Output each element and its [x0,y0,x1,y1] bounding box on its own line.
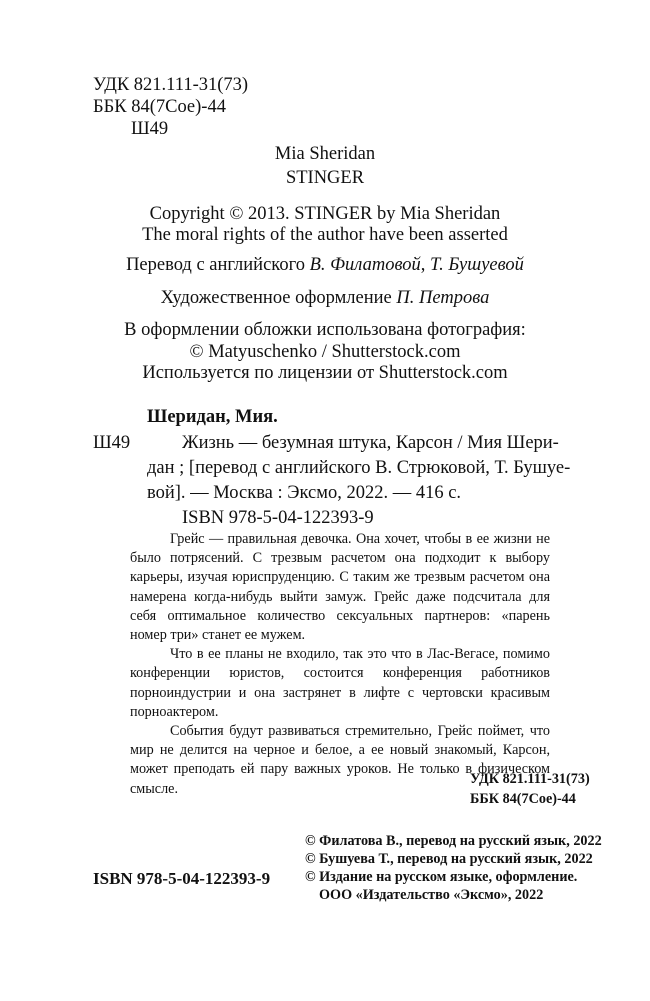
annotation-paragraph: События будут развиваться стремительно, Грейс поймет, что мир не делится на черное и белое, а ее новый знакомый, Карсон, может преподать ей пару важных уроков. Не только в физическом смысле. [130,723,550,797]
translator-1: В. Филатовой [309,255,421,275]
annotation-paragraph: Грейс — правильная девочка. Она хочет, чтобы в ее жизни не было потрясений. С трезвым расчетом она подходит к выбору карьеры, изучая юриспруденцию. С таким же трезвым расчетом она намерена когда-нибудь выйти замуж. Грейс даже подсчитала для себя оптимальное количество сексуальных партнеров: «парень номер три» станет ее мужем. [130,531,550,644]
original-title: STINGER [285,168,365,188]
translator-separator: , [420,255,430,275]
cover-photo-line-3: Используется по лицензии от Shutterstock.com [142,363,508,383]
bibliographic-line-3: вой]. — Москва : Эксмо, 2022. — 416 с. [147,483,462,503]
rights-line-3: © Издание на русском языке, оформление. [305,869,578,885]
annotation [130,530,550,799]
bibliographic-heading: Шеридан, Мия. [147,407,278,427]
translation-credit [0,254,650,276]
annotation-paragraph: Что в ее планы не входило, так это что в Лас-Вегасе, помимо конференции юристов, состоится конференция работников порноиндустрии и она застрянет в лифте с чертовски красивым порноактером. [130,646,550,720]
copyright-line: Copyright © 2013. STINGER by Mia Sheridan [149,204,501,224]
moral-rights-line: The moral rights of the author have been asserted [142,225,508,245]
bibliographic-mark: Ш49 [93,433,131,453]
cover-photo-line-2: © Matyuschenko / Shutterstock.com [189,342,461,362]
cover-photo-line-1: В оформлении обложки использована фотография: [124,320,526,340]
footer-isbn: ISBN 978-5-04-122393-9 [93,869,271,888]
footer-udk: УДК 821.111-31(73) [470,771,590,787]
design-prefix: Художественное оформление [160,288,392,308]
rights-line-4: ООО «Издательство «Эксмо», 2022 [319,887,544,903]
udk-code: УДК 821.111-31(73) [93,75,249,95]
bbk-code: ББК 84(7Сое)-44 [93,97,226,117]
bibliographic-line-2: дан ; [перевод с английского В. Стрюковой, Т. Бушуе- [147,458,571,478]
translation-prefix: Перевод с английского [126,255,305,275]
design-artist: П. Петрова [396,288,490,308]
author-mark: Ш49 [131,119,169,139]
design-credit [0,287,650,309]
bibliographic-line-1: Жизнь — безумная штука, Карсон / Мия Шери- [182,433,559,453]
bibliographic-isbn: ISBN 978-5-04-122393-9 [182,508,374,528]
footer-bbk: ББК 84(7Сое)-44 [470,791,576,807]
translator-2: Т. Бушуевой [429,255,524,275]
rights-line-2: © Бушуева Т., перевод на русский язык, 2022 [305,851,593,867]
rights-line-1: © Филатова В., перевод на русский язык, 2022 [305,833,602,849]
original-author: Mia Sheridan [274,144,376,164]
